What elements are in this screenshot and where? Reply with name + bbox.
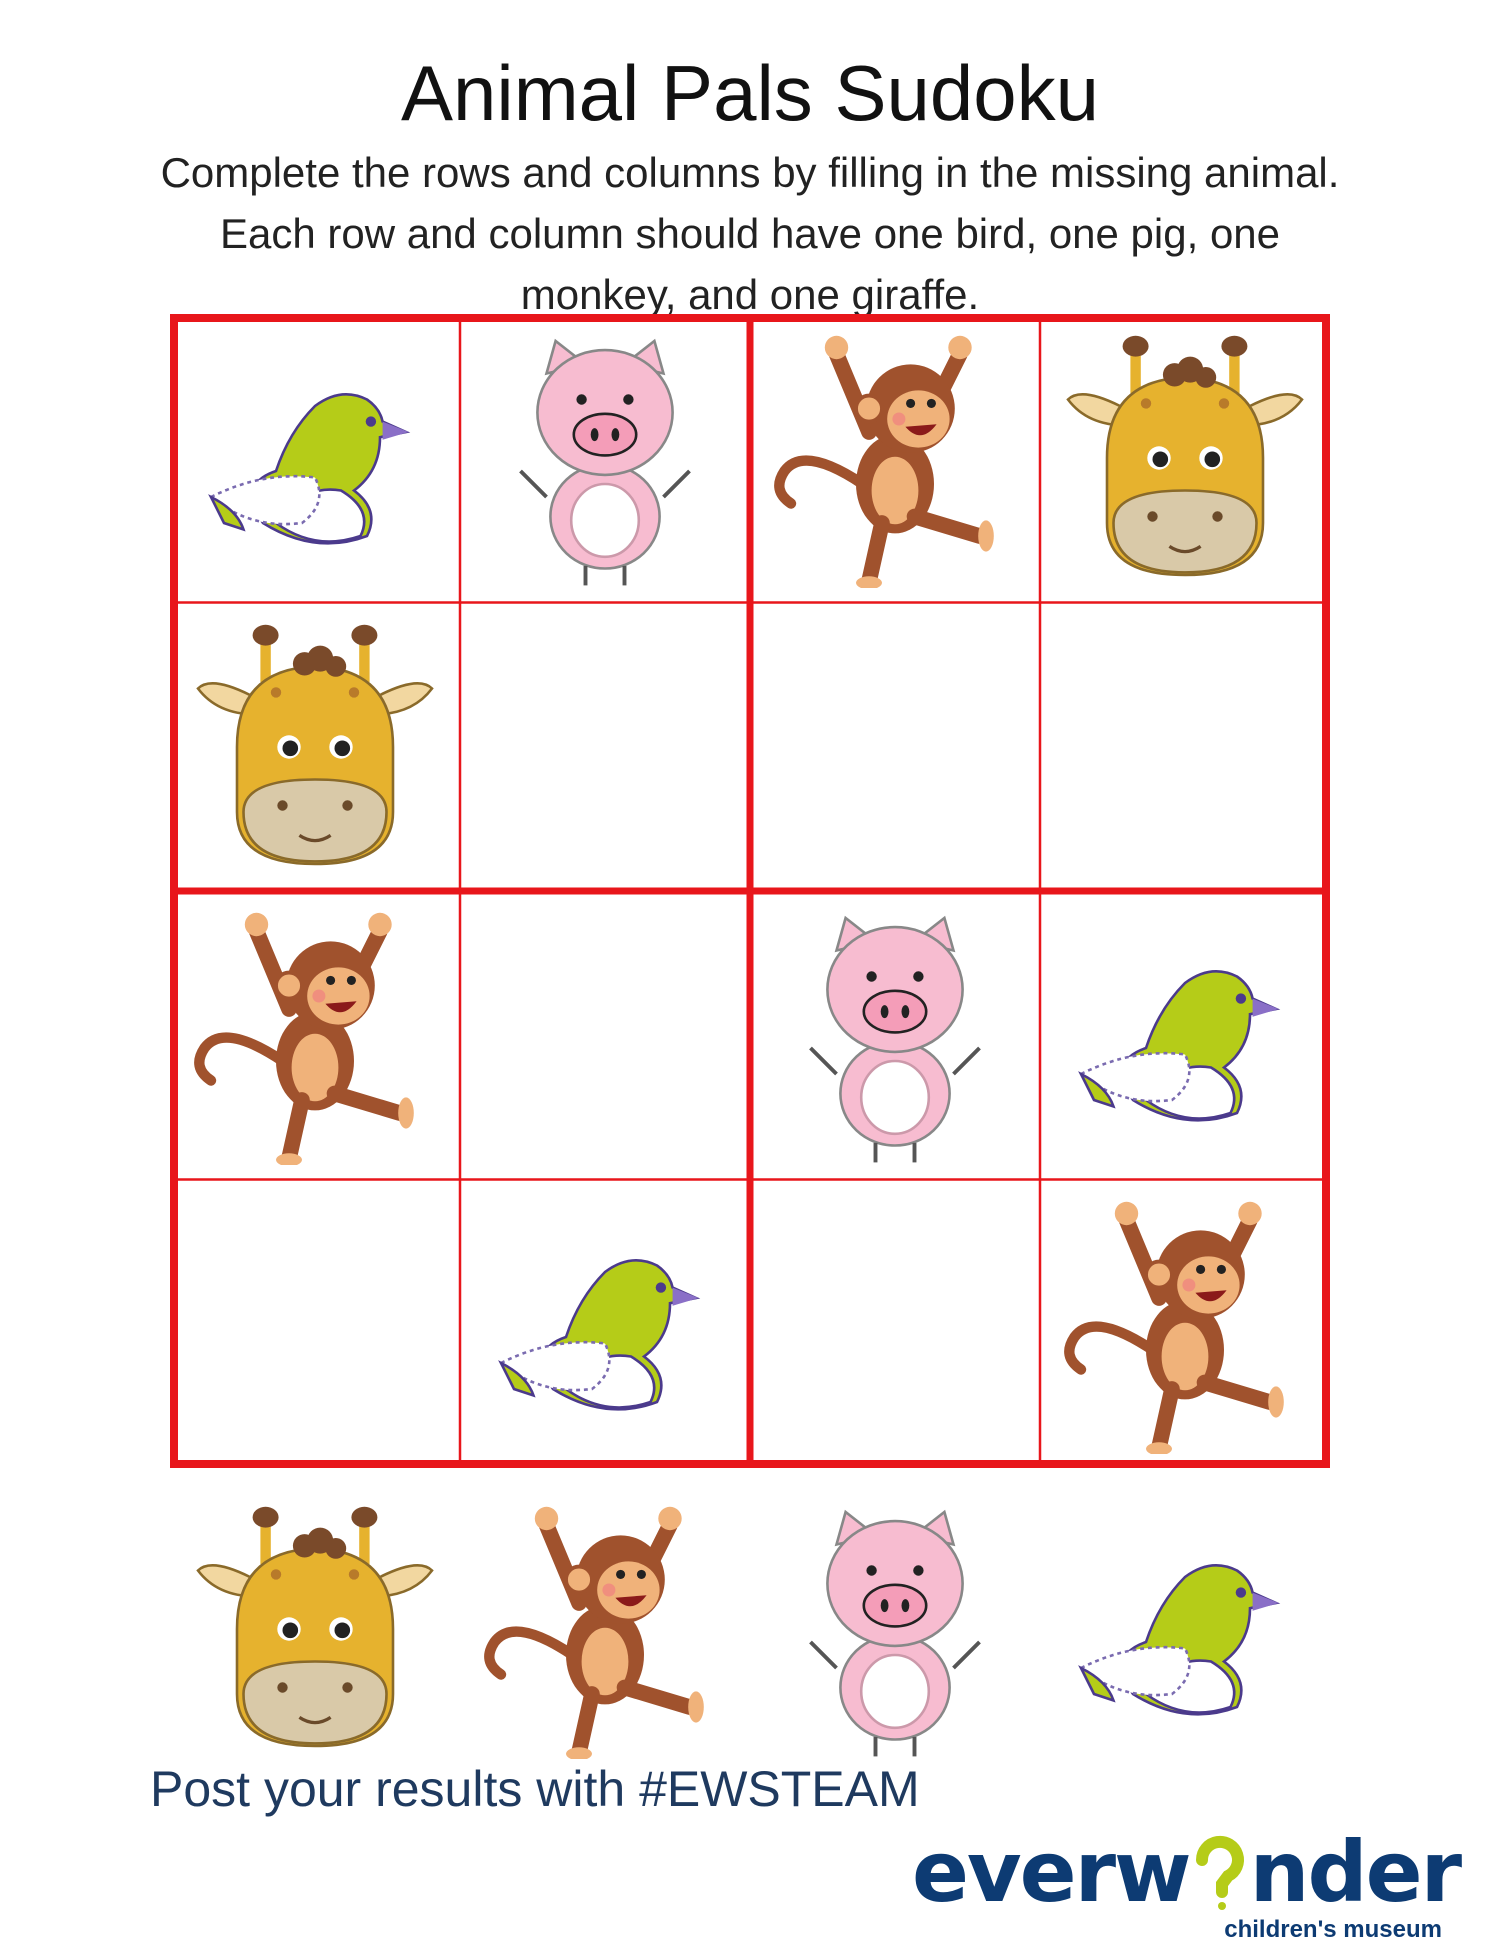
- footer-hashtag: Post your results with #EWSTEAM: [150, 1761, 920, 1817]
- bird-icon: [1055, 1499, 1315, 1759]
- choice-bird[interactable]: [1040, 1484, 1330, 1774]
- choice-monkey[interactable]: [460, 1484, 750, 1774]
- logo-word-start: everw: [911, 1823, 1190, 1921]
- everwonder-logo: [911, 1823, 1460, 1943]
- sudoku-board: [170, 314, 1330, 1468]
- logo-subtitle: children's museum: [1224, 1916, 1442, 1943]
- instructions-text: Complete the rows and columns by filling in the missing animal. Each row and column should have one bird, one pig, one monkey, and one giraffe.: [160, 149, 1340, 318]
- page-title: Animal Pals Sudoku: [400, 49, 1100, 137]
- choice-pig[interactable]: [750, 1484, 1040, 1774]
- animal-choices: [170, 1484, 1330, 1774]
- pig-icon: [765, 1499, 1025, 1759]
- monkey-icon: [475, 1499, 735, 1759]
- grid-lines: [170, 314, 1330, 1468]
- choice-giraffe[interactable]: [170, 1484, 460, 1774]
- logo-question-o-icon: [1192, 1830, 1248, 1910]
- logo-word-end: nder: [1249, 1823, 1460, 1921]
- giraffe-icon: [185, 1499, 445, 1759]
